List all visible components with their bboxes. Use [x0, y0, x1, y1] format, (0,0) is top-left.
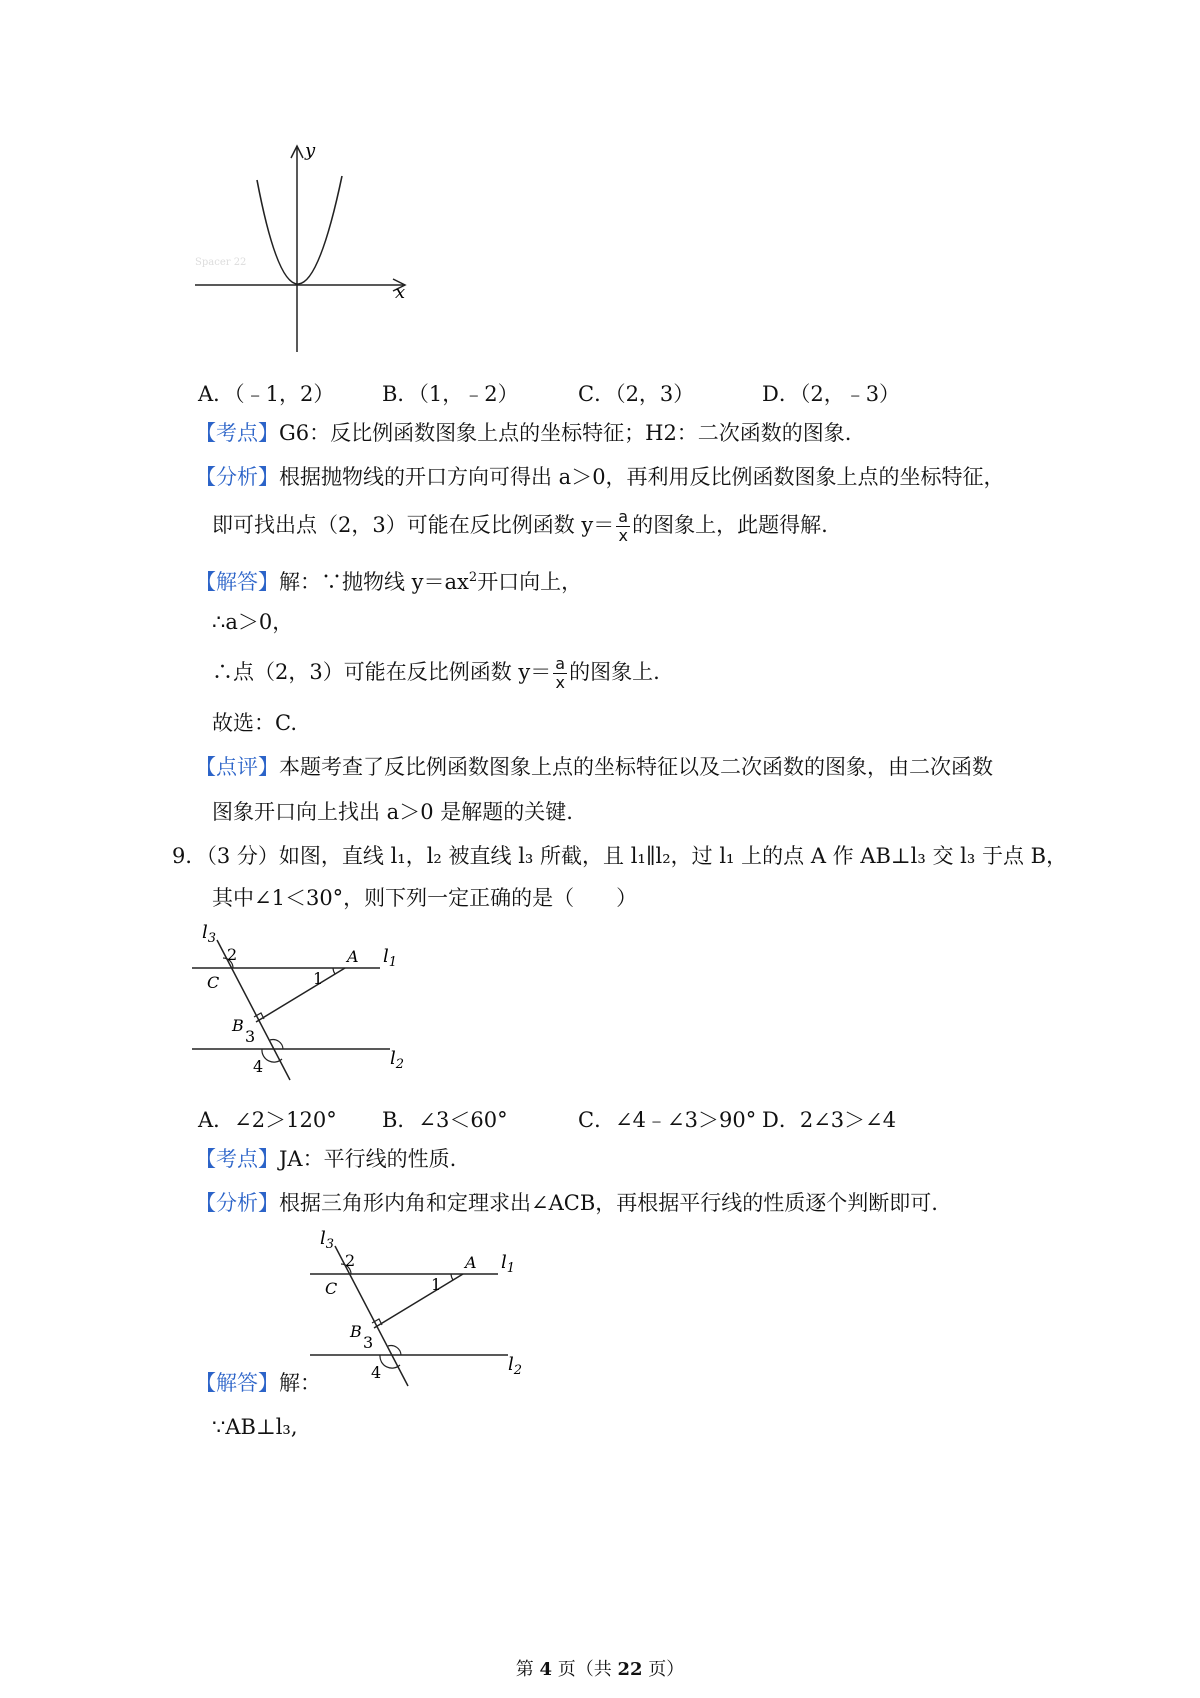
q8-kaodian	[195, 418, 851, 448]
q8-jieda-3	[212, 655, 660, 692]
dianping-tag: 【点评】	[195, 755, 279, 779]
q8-jieda-2: ∴a＞0，	[212, 610, 294, 634]
q8-option-d: D．（2，﹣3）	[762, 382, 901, 406]
x-axis-label: x	[395, 282, 406, 303]
label-2: 2	[345, 1251, 356, 1270]
label-2: 2	[227, 945, 238, 964]
q9-option-b: B．∠3＜60°	[382, 1108, 508, 1132]
fenxi-text-1: 根据抛物线的开口方向可得出 a＞0，再利用反比例函数图象上点的坐标特征，	[279, 465, 1005, 489]
label-l2: $l_2$	[390, 1048, 405, 1072]
q9-stem-2: 其中∠1＜30°，则下列一定正确的是（ ）	[212, 886, 638, 910]
fraction-a-over-x-2: $\frac{a}{x}$	[555, 654, 566, 692]
label-1: 1	[313, 969, 324, 988]
label-c: C	[325, 1279, 338, 1298]
q8-dianping-1	[195, 752, 993, 782]
jieda-text-1a: 解：∵抛物线 y＝ax	[279, 570, 469, 594]
jieda-tag: 【解答】	[195, 570, 279, 594]
q9-option-a: A．∠2＞120°	[198, 1108, 337, 1132]
label-4: 4	[371, 1363, 382, 1382]
parabola-curve	[257, 176, 342, 284]
angle-1-arc	[451, 1274, 453, 1280]
q8-jieda-4: 故选：C.	[212, 711, 297, 735]
label-l1: $l_1$	[383, 946, 398, 970]
q9-jieda-tag: 【解答】	[195, 1371, 279, 1395]
label-3: 3	[245, 1027, 256, 1046]
q8-fenxi-1	[195, 462, 1005, 492]
q9-number: 9．	[172, 844, 207, 868]
kaodian-text: G6：反比例函数图象上点的坐标特征；H2：二次函数的图象.	[279, 421, 852, 445]
label-l3: $l_3$	[320, 1228, 335, 1252]
fenxi-text-2a: 即可找出点（2，3）可能在反比例函数 y＝	[212, 513, 615, 537]
angle-1-arc	[333, 968, 335, 974]
q9-fenxi-text: 根据三角形内角和定理求出∠ACB，再根据平行线的性质逐个判断即可.	[279, 1191, 938, 1215]
y-axis-label: y	[305, 140, 316, 161]
segment-ab	[374, 1274, 463, 1328]
kaodian-tag: 【考点】	[195, 421, 279, 445]
label-a: A	[347, 947, 359, 966]
jieda-text-3a: ∴点（2，3）可能在反比例函数 y＝	[212, 660, 552, 684]
fenxi-text-2b: 的图象上，此题得解.	[632, 513, 828, 537]
q9-fenxi-tag: 【分析】	[195, 1191, 279, 1215]
q8-option-a: A．（﹣1，2）	[198, 382, 335, 406]
label-b: B	[232, 1016, 244, 1035]
q9-option-c: C．∠4﹣∠3＞90°	[578, 1108, 757, 1132]
q9-fenxi	[195, 1188, 938, 1218]
fenxi-tag: 【分析】	[195, 465, 279, 489]
fraction-a-over-x: $\frac{a}{x}$	[618, 507, 629, 545]
page-footer: 第 4 页（共 22 页）	[515, 1659, 685, 1680]
q9-kaodian-text: JA：平行线的性质.	[279, 1147, 457, 1171]
label-a: A	[465, 1253, 477, 1272]
total-pages: 22	[617, 1659, 643, 1680]
q8-option-b: B．（1，﹣2）	[382, 382, 519, 406]
q9-stem-1	[172, 841, 1067, 871]
q8-fenxi-2	[212, 508, 828, 545]
label-l1: $l_1$	[501, 1252, 516, 1276]
watermark: Spacer 22	[195, 257, 247, 268]
label-l2: $l_2$	[508, 1354, 523, 1378]
q9-jieda-text: 解：	[279, 1371, 321, 1395]
label-c: C	[207, 973, 220, 992]
jieda-text-1b: 开口向上，	[477, 570, 583, 594]
q9-kaodian-tag: 【考点】	[195, 1147, 279, 1171]
label-l3: $l_3$	[202, 922, 217, 946]
label-b: B	[350, 1322, 362, 1341]
jieda-text-3b: 的图象上.	[569, 660, 660, 684]
q8-option-c: C．（2，3）	[578, 382, 695, 406]
q9-jieda	[195, 1368, 321, 1398]
label-3: 3	[363, 1333, 374, 1352]
current-page: 4	[539, 1659, 552, 1680]
parallel-lines-figure-1	[190, 918, 420, 1088]
q9-option-d: D．2∠3＞∠4	[762, 1108, 897, 1132]
q9-kaodian	[195, 1144, 456, 1174]
label-4: 4	[253, 1057, 264, 1076]
q9-stem-text-1: （3 分）如图，直线 l₁，l₂ 被直线 l₃ 所截，且 l₁∥l₂，过 l₁ 上的点 A 作 AB⊥l₃ 交 l₃ 于点 B，	[206, 844, 1068, 868]
dianping-text-1: 本题考查了反比例函数图象上点的坐标特征以及二次函数的图象，由二次函数	[279, 755, 993, 779]
label-1: 1	[431, 1275, 442, 1294]
q8-dianping-2: 图象开口向上找出 a＞0 是解题的关键.	[212, 800, 573, 824]
parabola-graph	[195, 140, 425, 355]
segment-ab	[256, 968, 345, 1022]
q9-last-line: ∵AB⊥l₃,	[212, 1415, 298, 1439]
q8-jieda-1	[195, 563, 582, 597]
parallel-lines-figure-2	[308, 1222, 538, 1392]
exponent: 2	[468, 570, 478, 585]
